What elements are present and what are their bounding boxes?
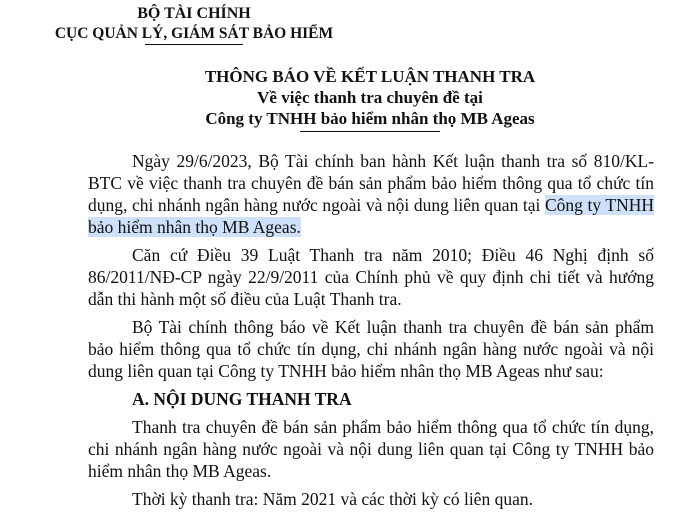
header-underline [145, 44, 243, 45]
paragraph-decision [88, 150, 654, 238]
title-line-1: THÔNG BÁO VỀ KẾT LUẬN THANH TRA [204, 67, 536, 86]
paragraph-decision-text: Ngày 29/6/2023, Bộ Tài chính ban hành Kết luận thanh tra số 810/KL-BTC về việc thanh tra chuyên đề bán sản phẩm bảo hiểm thông qua tổ chức tín dụng, chi nhánh ngân hàng nước ngoài và nội dung liên quan tại [88, 151, 654, 215]
section-a-paragraph-2: Thời kỳ thanh tra: Năm 2021 và các thời kỳ có liên quan. [132, 489, 533, 509]
department-name: CỤC QUẢN LÝ, GIÁM SÁT BẢO HIỂM [54, 25, 334, 42]
section-a-heading: A. NỘI DUNG THANH TRA [132, 389, 352, 409]
selected-text-highlight[interactable]: Công ty TNHH bảo hiểm nhân thọ MB Ageas. [88, 195, 655, 237]
paragraph-announcement: Bộ Tài chính thông báo về Kết luận thanh tra chuyên đề bán sản phẩm bảo hiểm thông qua tổ chức tín dụng, chi nhánh ngân hàng nước ngoài và nội dung liên quan tại Công ty TNHH bảo hiểm nhân thọ MB Ageas như sau: [88, 317, 654, 381]
title-line-3: Công ty TNHH bảo hiểm nhân thọ MB Ageas [205, 109, 535, 128]
title-line-2: Về việc thanh tra chuyên đề tại [257, 88, 483, 107]
document-body [88, 150, 654, 516]
paragraph-legal-basis: Căn cứ Điều 39 Luật Thanh tra năm 2010; Điều 46 Nghị định số 86/2011/NĐ-CP ngày 22/9/2011 của Chính phủ về quy định chi tiết và hướng dẫn thi hành một số điều của Luật Thanh tra. [88, 245, 654, 309]
section-a-paragraph-1: Thanh tra chuyên đề bán sản phẩm bảo hiểm thông qua tổ chức tín dụng, chi nhánh ngân hàng nước ngoài và nội dung liên quan tại Công ty TNHH bảo hiểm nhân thọ MB Ageas. [88, 417, 654, 481]
title-underline [300, 131, 440, 132]
agency-header [44, 4, 344, 44]
document-title [0, 66, 700, 129]
ministry-name: BỘ TÀI CHÍNH [137, 5, 251, 22]
